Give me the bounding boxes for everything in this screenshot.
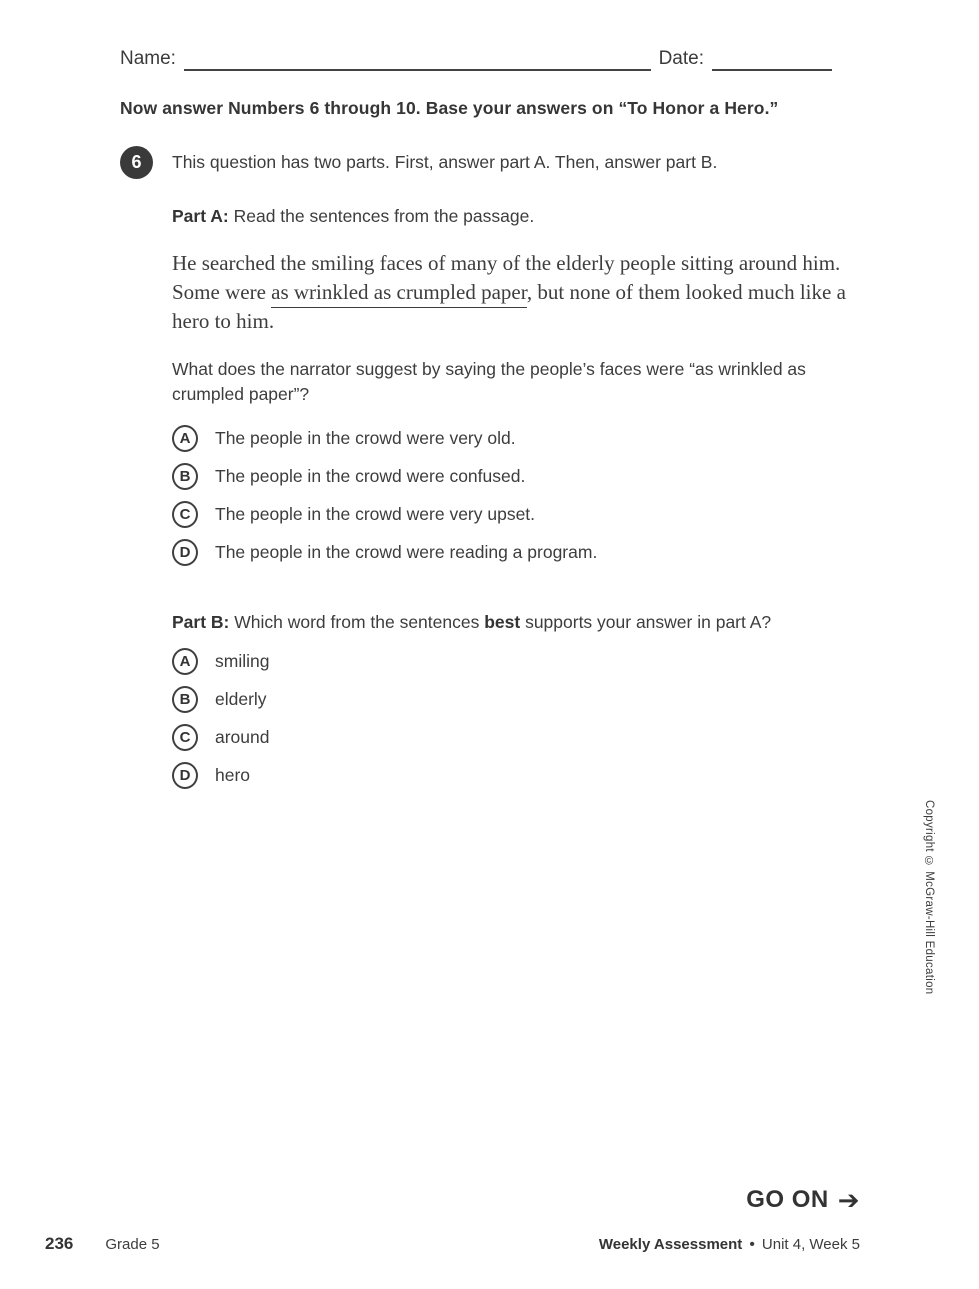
answer-bubble-a: A: [172, 648, 198, 675]
answer-bubble-c: C: [172, 501, 198, 528]
date-blank-line: [712, 49, 832, 71]
section-instruction: Now answer Numbers 6 through 10. Base your answers on “To Honor a Hero.”: [120, 98, 779, 118]
question-intro-text: This question has two parts. First, answer part A. Then, answer part B.: [172, 152, 718, 172]
passage-underlined-phrase: as wrinkled as crumpled paper: [271, 280, 527, 308]
part-a-option-d: [172, 539, 879, 566]
part-a-options: [172, 425, 879, 566]
question-number-badge: 6: [120, 146, 153, 179]
go-on-label: GO ON: [746, 1186, 829, 1213]
footer-left: [45, 1234, 160, 1254]
footer-separator: •: [749, 1236, 755, 1253]
passage-text-after: , but none of them looked much like a hero to him.: [172, 280, 846, 333]
date-label: Date:: [658, 48, 704, 69]
option-text: The people in the crowd were reading a program.: [215, 542, 598, 562]
part-a-question: What does the narrator suggest by saying the people’s faces were “as wrinkled as crumpled paper”?: [172, 359, 806, 404]
go-on-indicator: [746, 1186, 860, 1214]
part-b-options: [172, 648, 879, 789]
part-b-option-c: [172, 724, 879, 751]
copyright-sidebar-text: Copyright © McGraw-Hill Education: [923, 800, 935, 995]
passage-excerpt: [172, 249, 869, 336]
question-body: [172, 206, 879, 789]
option-text: smiling: [215, 651, 270, 671]
part-a-option-c: [172, 501, 879, 528]
part-b-prompt-after: supports your answer in part A?: [520, 612, 772, 632]
answer-bubble-b: B: [172, 686, 198, 713]
name-label: Name:: [120, 48, 176, 69]
answer-bubble-d: D: [172, 762, 198, 789]
footer-right: [599, 1236, 860, 1253]
part-b-prompt-bold: best: [484, 612, 521, 632]
answer-bubble-b: B: [172, 463, 198, 490]
option-text: around: [215, 727, 270, 747]
part-a-prompt: Read the sentences from the passage.: [233, 206, 535, 226]
assessment-title: Weekly Assessment: [598, 1236, 743, 1253]
answer-bubble-c: C: [172, 724, 198, 751]
option-text: hero: [215, 765, 251, 785]
part-b-prompt-before: Which word from the sentences: [234, 612, 485, 632]
name-date-row: [120, 48, 832, 71]
part-b-heading: [172, 612, 879, 633]
page-number: 236: [45, 1234, 74, 1253]
part-a-label: Part A:: [172, 206, 229, 226]
part-b-label: Part B:: [172, 612, 230, 632]
name-blank-line: [184, 49, 651, 71]
part-a-option-b: [172, 463, 879, 490]
option-text: The people in the crowd were very old.: [215, 428, 516, 448]
answer-bubble-a: A: [172, 425, 198, 452]
grade-label: Grade 5: [105, 1236, 160, 1253]
passage-text-before: He searched the smiling faces of many of the elderly people sitting around him. Some were: [172, 251, 841, 304]
option-text: The people in the crowd were confused.: [215, 466, 526, 486]
part-b-option-d: [172, 762, 879, 789]
option-text: The people in the crowd were very upset.: [215, 504, 536, 524]
unit-week-label: Unit 4, Week 5: [761, 1236, 860, 1253]
part-b-option-b: [172, 686, 879, 713]
part-a-heading: [172, 206, 879, 227]
option-text: elderly: [215, 689, 267, 709]
part-a-option-a: [172, 425, 879, 452]
part-b-option-a: [172, 648, 879, 675]
page-footer: [45, 1234, 860, 1254]
answer-bubble-d: D: [172, 539, 198, 566]
question-6: [120, 146, 979, 179]
go-on-arrow-icon: ➔: [837, 1185, 860, 1215]
